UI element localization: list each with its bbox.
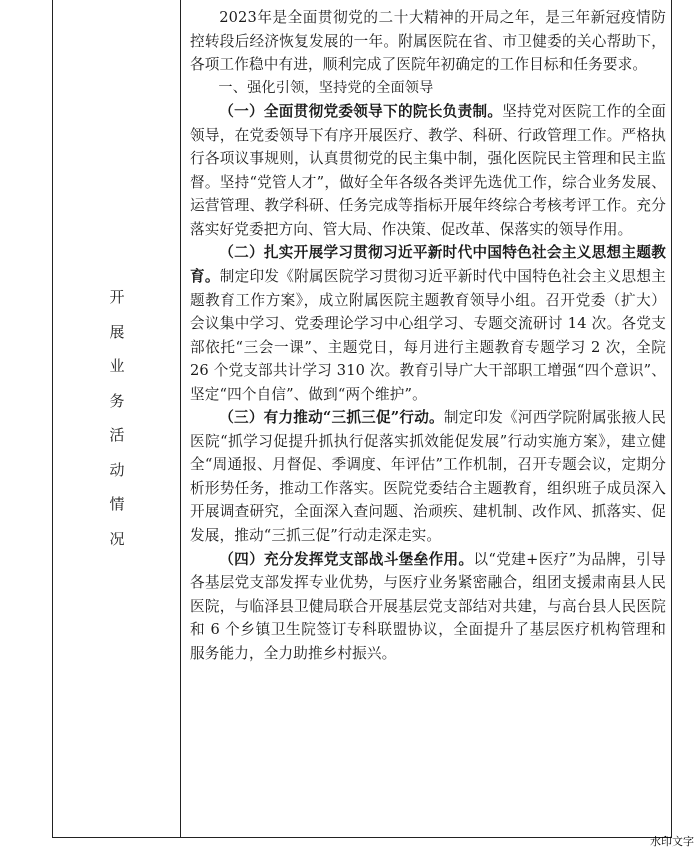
form-table [52,0,672,838]
section-label-char: 活 [109,426,125,444]
content-cell [190,6,666,665]
section-label-char: 开 [109,288,125,306]
section-heading: 一、强化引领，坚持党的全面领导 [218,79,434,96]
paragraph-2 [190,241,666,406]
paragraph-4-title: （四）充分发挥党支部战斗堡垒作用。 [219,550,474,568]
paragraph-2-title: （二）扎实开展学习贯彻习近平新时代中国特色社会主义思想主题教育。 [190,244,666,286]
section-label-char: 况 [109,529,125,548]
paragraph-1-title: （一）全面贯彻党委领导下的院长负责制。 [219,103,503,121]
paragraph-1-body: 坚持党对医院工作的全面领导，在党委领导下有序开展医疗、教学、科研、行政管理工作。严格执行各项议事规则，认真贯彻党的民主集中制，强化医院民主管理和民主监督。坚持“党管人才”，做好全年各级各类评先选优工作，综合业务发展、运营管理、教学科研、任务完成等指标开展年终综合考核考评工作。充分落实好党委把方向、管大局、作决策、促改革、保落实的领导作用。 [190,103,666,238]
paragraph-3-title: （三）有力推动“三抓三促”行动。 [219,409,444,427]
section-label-char: 展 [109,322,125,341]
paragraph-2-body: 制定印发《附属医院学习贯彻习近平新时代中国特色社会主义思想主题教育工作方案》，成立附属医院主题教育领导小组。召开党委（扩大）会议集中学习、党委理论学习中心组学习、专题交流研讨 14 次。各党支部依托“三会一课”、主题党日，每月进行主题教育专题学习 2 次，全院 26 个党支部共计学习 310 次。教育引导广大干部职工增强“四个意识”、坚定“四个自信”、做到“两个维护”。 [190,268,666,403]
section-label-char: 务 [109,391,125,410]
watermark-text: 水印文字 [650,835,694,848]
paragraph-3 [190,406,666,547]
intro-paragraph: 2023年是全面贯彻党的二十大精神的开局之年，是三年新冠疫情防控转段后经济恢复发展的一年。附属医院在省、市卫健委的关心帮助下，各项工作稳中有进，顺利完成了医院年初确定的工作目标和任务要求。 [190,9,666,74]
section-label-char: 动 [109,460,125,479]
paragraph-4-body: 以“党建+医疗”为品牌，引导各基层党支部发挥专业优势，与医疗业务紧密融合，组团支援肃南县人民医院，与临泽县卫健局联合开展基层党支部结对共建，与高台县人民医院和 6 个乡镇卫生院签订专科联盟协议，全面提升了基层医疗机构管理和服务能力，全力助推乡村振兴。 [190,550,666,662]
section-label-char: 情 [109,495,125,513]
paragraph-3-body: 制定印发《河西学院附属张掖人民医院“抓学习促提升抓执行促落实抓效能促发展”行动实施方案》，建立健全“周通报、月督促、季调度、年评估”工作机制，召开专题会议，定期分析形势任务，推动工作落实。医院党委结合主题教育，组织班子成员深入开展调查研究，全面深入查问题、治顽疾、建机制、改作风、抓落实、促发展，推动“三抓三促”行动走深走实。 [190,409,666,545]
section-label-cell [53,0,181,837]
section-label-char: 业 [109,357,125,375]
paragraph-1 [190,100,666,241]
paragraph-4 [190,548,666,666]
section-label [53,280,181,556]
